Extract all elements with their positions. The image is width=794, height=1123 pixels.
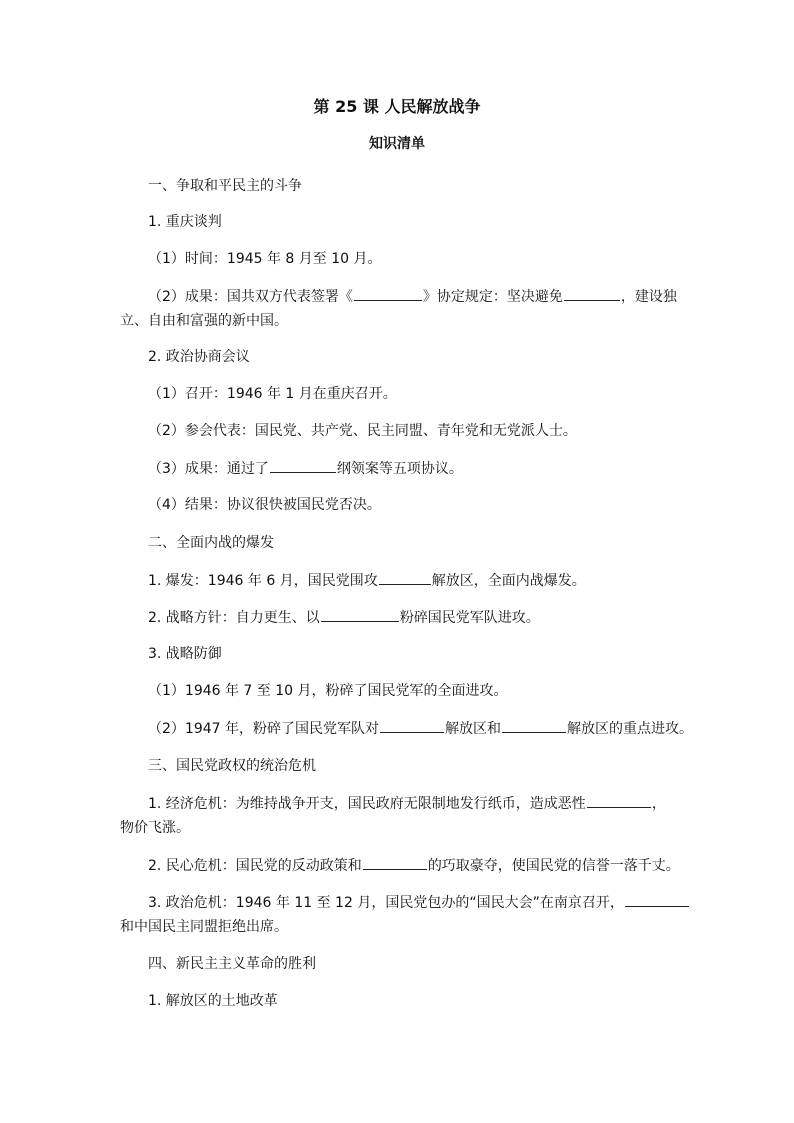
section-heading: 三、国民党政权的统治危机	[148, 758, 316, 774]
text-segment: 2. 战略方针：自力更生、以	[148, 610, 320, 626]
text-line	[148, 570, 586, 591]
fill-in-blank[interactable]	[625, 892, 689, 907]
text-segment: 2. 民心危机：国民党的反动政策和	[148, 858, 362, 874]
page-subtitle: 知识清单	[369, 136, 425, 152]
text-segment: 纲领案等五项协议。	[336, 461, 463, 477]
fill-in-blank[interactable]	[354, 286, 422, 301]
text-segment: 粉碎国民党军队进攻。	[399, 610, 540, 626]
text-line: （1）时间：1945 年 8 月至 10 月。	[148, 251, 382, 267]
text-line	[148, 793, 666, 814]
fill-in-blank[interactable]	[587, 793, 651, 808]
subsection-heading: 2. 政治协商会议	[148, 349, 250, 365]
text-line: （1）1946 年 7 至 10 月，粉碎了国民党军的全面进攻。	[148, 683, 508, 699]
text-segment: （2）1947 年，粉碎了国民党军队对	[148, 721, 379, 737]
text-line: 立、自由和富强的新中国。	[120, 313, 288, 329]
text-segment: 1. 经济危机：为维持战争开支，国民政府无限制地发行纸币，造成恶性	[148, 796, 586, 812]
fill-in-blank[interactable]	[321, 607, 399, 622]
text-line: 物价飞涨。	[120, 820, 190, 836]
text-segment: （3）成果：通过了	[148, 461, 269, 477]
text-line	[148, 855, 680, 876]
text-segment: 》协定规定：坚决避免	[422, 289, 563, 305]
subsection-heading: 3. 战略防御	[148, 646, 222, 662]
text-segment: 1. 爆发：1946 年 6 月，国民党围攻	[148, 573, 378, 589]
text-line	[148, 892, 690, 913]
fill-in-blank[interactable]	[380, 718, 444, 733]
text-segment: 解放区，全面内战爆发。	[431, 573, 586, 589]
fill-in-blank[interactable]	[502, 718, 566, 733]
text-line: （4）结果：协议很快被国民党否决。	[148, 497, 381, 513]
fill-in-blank[interactable]	[379, 570, 431, 585]
text-line	[148, 607, 540, 628]
text-line	[148, 458, 463, 479]
text-line	[148, 286, 677, 307]
text-line: （1）召开：1946 年 1 月在重庆召开。	[148, 386, 397, 402]
text-segment: 解放区和	[445, 721, 501, 737]
text-segment: ，建设独	[620, 289, 677, 305]
fill-in-blank[interactable]	[564, 286, 620, 301]
page-title: 第 25 课 人民解放战争	[313, 97, 481, 116]
text-segment: 解放区的重点进攻。	[567, 721, 693, 737]
section-heading: 二、全面内战的爆发	[148, 535, 274, 551]
section-heading: 一、争取和平民主的斗争	[148, 178, 302, 194]
section-heading: 四、新民主主义革命的胜利	[148, 956, 316, 972]
subsection-heading: 1. 解放区的土地改革	[148, 993, 278, 1009]
subsection-heading: 1. 重庆谈判	[148, 214, 222, 230]
text-segment: 3. 政治危机：1946 年 11 至 12 月，国民党包办的“国民大会”在南京召开，	[148, 895, 624, 911]
fill-in-blank[interactable]	[270, 458, 336, 473]
text-line: （2）参会代表：国民党、共产党、民主同盟、青年党和无党派人士。	[148, 423, 577, 439]
fill-in-blank[interactable]	[363, 855, 427, 870]
text-segment: ，	[651, 796, 666, 812]
text-line	[148, 718, 693, 739]
text-line: 和中国民主同盟拒绝出席。	[120, 919, 288, 935]
text-segment: （2）成果：国共双方代表签署《	[148, 289, 353, 305]
text-segment: 的巧取豪夺，使国民党的信誉一落千丈。	[427, 858, 680, 874]
